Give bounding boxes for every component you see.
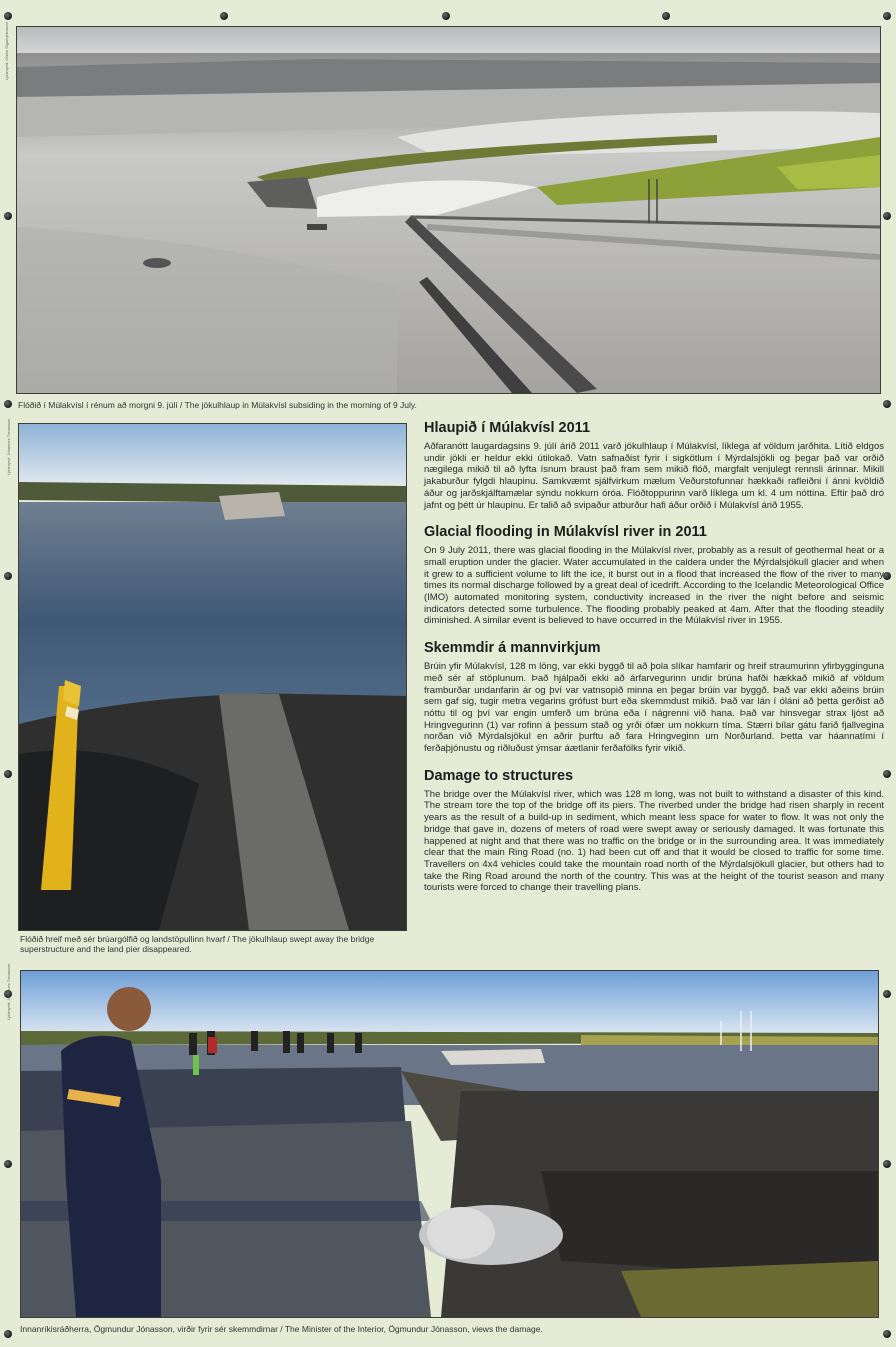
screw-icon — [883, 1330, 891, 1338]
middle-photo-caption: Flóðið hreif með sér brúargólfið og landstöpullinn hvarf / The jökulhlaup swept away the bridge superstructure and the land pier disappeared. — [20, 934, 375, 954]
section-body-damage: The bridge over the Múlakvísl river, which was 128 m long, was not built to withstand a disaster of this kind. The stream tore the top of the bridge off its piers. The riverbed under the bridge had risen sharply in recent years as the result of a build-up in sediment, which meant less space for water to flow. It was not only the bridge that gave in, dozens of meters of road were swept away or seriously damaged. It was fortunate this happened at night and that there was no traffic on the bridge or in the surrounding area. It was immediately clear that the main Ring Road (no. 1) had been cut off and that it would be closed to traffic for some time. Travellers on 4x4 vehicles could take the mountain road north of the Mýrdalsjökull glacier, but others had to take the Ring Road around the north of the country. This was at the height of the tourist season and many tourists were forced to change their travelling plans. — [424, 788, 884, 894]
screw-icon — [4, 572, 12, 580]
screw-icon — [4, 400, 12, 408]
screw-icon — [4, 770, 12, 778]
screw-icon — [883, 400, 891, 408]
section-body-skemmdir: Brúin yfir Múlakvísl, 128 m löng, var ekki byggð til að þola slíkar hamfarir og hreif straumurinn yfirbygginguna með sér af stöplunum. Það hjálpaði ekki að árfarvegurinn undir brúna hafði hækkað mikið af völdum framburðar undanfarin ár og því var vatnsopið minna en þegar brúin var byggð. Það var ekki aðeins brúin sem gaf sig, tugir metra vegarins grófust burt eða skemmdust mikið. Það var lán í óláni að þetta gerðist að nóttu til og því var engin umferð um brúna eða í nágrenni við hana. Það var hinsvegar strax ljóst að Hringvegurinn (1) var rofinn á þessum stað og yrði ófær um nokkurn tíma. Stærri bílar gátu farið fjallvegina norðan við Mýrdalsjökul en aðrir þurftu að fara Hringveginn um Norðurland. Þetta var háannatími í ferðaþjónustu og riðluðust ýmsar áætlanir ferðafólks fyrir vikið. — [424, 661, 884, 755]
minister-viewing-damage-photo — [20, 970, 879, 1318]
section-body-glacial-flooding: On 9 July 2011, there was glacial flooding in the Múlakvísl river, probably as a result of geothermal heat or a small eruption under the glacier. Water accumulated in the caldera under the Mýrdalsjökull glacier and when it grew to a sufficient volume to lift the ice, it burst out in a flood that increased the flow of the river to many times its normal discharge followed by a great deal of icedrift. According to the Icelandic Meteorological Office (IMO) automated monitoring system, conductivity increased in the river the night before and seismic indicators detected some turbulence. The flooding probably peaked at 4am. After that the flooding steadily diminished. A similar event is believed to have occurred in the Múlakvísl river in 1955. — [424, 545, 884, 627]
screw-icon — [442, 12, 450, 20]
screw-icon — [4, 1160, 12, 1168]
section-body-hlaupid: Aðfaranótt laugardagsins 9. júlí árið 2011 varð jökulhlaup í Múlakvísl, líklega af völdum jarðhita. Lítið eldgos undir jökli er heldur ekki útilokað. Vatn safnaðist fyrir í sigkötlum í Mýrdalsjökli og þegar það var orðið nægilega mikið til að lyfta ísnum braust það fram sem mikið flóð, margfalt venjulegt rennsli árinnar. Mikill jakaburður fylgdi hlaupinu. Samkvæmt sjálfvirkum mælum Veðurstofunnar hækkaði rafleiðni í ánni kvöldið áður og jarðskjálftamælar sýndu nokkurn óróa. Flóðtoppurinn varð líklega um kl. 4 um nóttina. Eftir það dró jafnt og þétt úr hlaupinu. Er talið að svipaður atburður hafi áður orðið í Múlakvísl árið 1955. — [424, 441, 884, 511]
screw-icon — [4, 212, 12, 220]
screw-icon — [883, 770, 891, 778]
photo-credit: Ljósmynd: Jóhannes Tómasson — [6, 418, 11, 475]
section-heading-hlaupid: Hlaupið í Múlakvísl 2011 — [424, 420, 591, 436]
broken-bridge-photo — [18, 423, 407, 931]
screw-icon — [662, 12, 670, 20]
screw-icon — [883, 212, 891, 220]
article-text — [424, 420, 884, 907]
section-heading-skemmdir: Skemmdir á mannvirkjum — [424, 640, 601, 657]
photo-credit: Ljósmynd: Óðinn Sigurbjörnsson — [4, 22, 9, 80]
bottom-photo-caption: Innanríkisráðherra, Ögmundur Jónasson, virðir fyrir sér skemmdirnar / The Minister of the Interior, Ögmundur Jónasson, views the damage. — [20, 1324, 543, 1334]
screw-icon — [883, 12, 891, 20]
screw-icon — [220, 12, 228, 20]
section-heading-damage: Damage to structures — [424, 767, 574, 784]
section-heading-glacial-flooding: Glacial flooding in Múlakvísl river in 2011 — [424, 524, 707, 541]
screw-icon — [4, 12, 12, 20]
photo-credit: Ljósmynd: Jóhannes Tómasson — [6, 963, 11, 1020]
screw-icon — [883, 990, 891, 998]
screw-icon — [883, 1160, 891, 1168]
screw-icon — [883, 572, 891, 580]
screw-icon — [4, 1330, 12, 1338]
flood-plain-photo — [16, 26, 881, 394]
top-photo-caption: Flóðið í Múlakvísl í rénum að morgni 9. júlí / The jökulhlaup in Múlakvísl subsiding in the morning of 9 July. — [18, 400, 417, 410]
